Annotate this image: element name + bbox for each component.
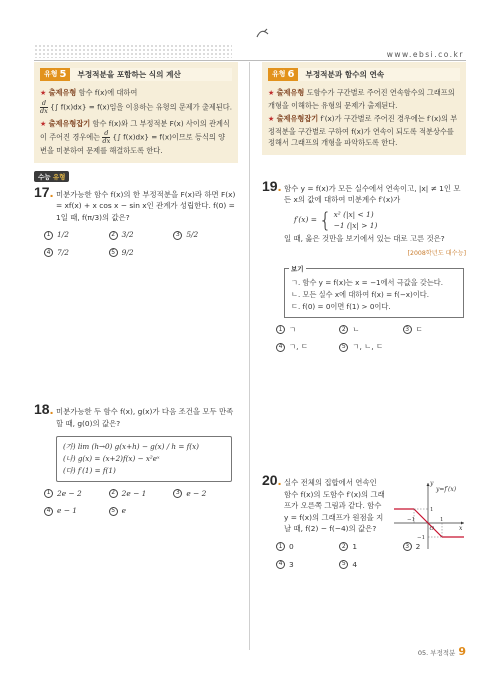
tick-minus-1-y: −1	[417, 535, 426, 542]
choice-5[interactable]: 5 9/2	[109, 247, 174, 259]
derivative-fraction: $\frac{d}{dx}$	[102, 129, 111, 145]
tick-1-y: 1	[430, 507, 434, 514]
piecewise-definition: f′(x) = { x² (|x| < 1) −1 (|x| > 1)	[294, 207, 378, 232]
star-icon: ★	[268, 89, 275, 97]
condition-box	[56, 436, 232, 482]
problem-number: 19.	[262, 177, 282, 194]
condition-a: (가) lim (h→0) g(x+h) − g(x) / h = f(x)	[63, 441, 199, 451]
y-axis-label: y	[430, 480, 434, 488]
tick-minus-1-x: −1	[407, 517, 416, 524]
condition-c: (다) f′(1) = f(1)	[63, 465, 116, 475]
problem-19	[262, 177, 466, 354]
problem-question: 일 때, 옳은 것만을 보기에서 있는 대로 고른 것은?	[284, 233, 445, 243]
derivative-fraction: $\frac{d}{dx}$	[40, 98, 48, 115]
problem-source: [2008학년도 대수능]	[407, 250, 466, 258]
problem-number: 20.	[262, 472, 282, 489]
star-icon: ★	[40, 119, 47, 128]
problem-18	[34, 401, 238, 516]
choice-1[interactable]: 1 2e − 2	[44, 488, 109, 500]
answer-choices	[34, 488, 238, 517]
problem-number: 17.	[34, 183, 54, 200]
left-column	[34, 62, 238, 517]
choice-2[interactable]: 2 1	[339, 541, 402, 553]
choice-1[interactable]: 1 0	[276, 541, 339, 553]
choice-4[interactable]: 4 ㄱ, ㄷ	[276, 341, 339, 353]
column-divider	[249, 62, 250, 650]
brace-icon: {	[318, 207, 332, 232]
problem-text: 미분가능한 함수 f(x)의 한 부정적분을 F(x)라 하면 F(x) = xf(x) + x cos x − sin x인 관계가 성립한다. f(0) = 1일 때, f(π/3)의 값은?	[56, 189, 236, 222]
type6-header	[268, 67, 460, 81]
problem-number: 18.	[34, 401, 54, 418]
header-rule	[34, 60, 466, 61]
choice-3[interactable]: 3 2	[403, 541, 466, 553]
problem-text: 함수 y = f(x)가 모든 실수에서 연속이고, |x| ≠ 1인 모든 x의 값에 대하여 미분계수 f′(x)가	[284, 183, 461, 205]
star-icon: ★	[40, 89, 47, 97]
choice-4[interactable]: 4 7/2	[44, 247, 109, 259]
tick-1-x: 1	[440, 517, 444, 524]
problem-17	[34, 183, 238, 259]
type5-box	[34, 62, 238, 163]
answer-choices	[34, 229, 238, 258]
choice-3[interactable]: 3 e − 2	[173, 488, 238, 500]
type6-bullet-2: ★ 출제유형잡기 f′(x)가 구간별로 주어진 경우에는 f′(x)의 부정적분을 구간별로 구하여 f(x)가 연속이 되도록 적분상수를 정해서 그래프의 개형을 파악하도록 한다.	[268, 114, 458, 147]
problem-text: 실수 전체의 집합에서 연속인 함수 f(x)의 도함수 f′(x)의 그래프가 오른쪽 그림과 같다. 함수 y = f(x)의 그래프가 원점을 지날 때, f(2) − f(−4)의 값은?	[284, 478, 385, 534]
choice-2[interactable]: 2 2e − 1	[109, 488, 174, 500]
site-url: www.ebsi.co.kr	[386, 50, 464, 59]
answer-choices	[262, 324, 466, 353]
graph-label: y=f′(x)	[436, 486, 457, 494]
choice-2[interactable]: 2 ㄴ	[339, 324, 402, 336]
choice-4[interactable]: 4 3	[276, 559, 339, 571]
type5-bullet-1: ★ 출제유형 함수 f(x)에 대하여 $\frac{d}{dx}$ {∫ f(x)dx} = f(x)임을 이용하는 유형의 문제가 출제된다.	[40, 88, 233, 115]
type6-box	[262, 62, 466, 155]
x-axis-label: x	[459, 525, 463, 533]
choice-2[interactable]: 2 3/2	[109, 229, 174, 241]
bogi-item-3: ㄷ. f(0) = 0이면 f(1) > 0이다.	[291, 301, 391, 311]
condition-b: (나) g(x) = (x+2)f(x) − x²eˣ	[63, 453, 160, 463]
choice-4[interactable]: 4 e − 1	[44, 505, 109, 517]
type5-header	[40, 67, 232, 81]
origin-label: O	[429, 526, 435, 533]
type5-title: 부정적분을 포함하는 식의 계산	[70, 68, 233, 81]
problem-20	[262, 472, 466, 570]
type6-tag: 유형 6	[268, 68, 298, 81]
choice-1[interactable]: 1 1/2	[44, 229, 109, 241]
type5-bullet-2: ★ 출제유형잡기 함수 f(x)와 그 부정적분 F(x) 사이의 관계식이 주어진 경우에는 $\frac{d}{dx}$ {∫ f(x)dx} = f(x)이므로 등식의 양변을 미분하여 문제를 해결하도록 한다.	[40, 118, 230, 155]
derivative-graph	[392, 479, 466, 551]
type6-title: 부정적분과 함수의 연속	[298, 68, 461, 81]
choice-5[interactable]: 5 ㄱ, ㄴ, ㄷ	[339, 341, 402, 353]
bogi-title: 보기	[291, 264, 304, 273]
bogi-box	[284, 264, 464, 318]
type5-tag: 유형 5	[40, 68, 70, 81]
choice-5[interactable]: 5 4	[339, 559, 402, 571]
choice-3[interactable]: 3 5/2	[173, 229, 238, 241]
type6-bullet-1: ★ 출제유형 도함수가 구간별로 주어진 연속함수의 그래프의 개형을 이해하는 유형의 문제가 출제된다.	[268, 88, 455, 110]
star-icon: ★	[268, 115, 275, 123]
suneung-tag: 수능 유형	[34, 171, 69, 182]
right-column	[262, 62, 466, 570]
choice-3[interactable]: 3 ㄷ	[403, 324, 466, 336]
bogi-item-2: ㄴ. 모든 실수 x에 대하여 f(x) = f(−x)이다.	[291, 289, 430, 299]
problem-text: 미분가능한 두 함수 f(x), g(x)가 다음 조건을 모두 만족할 때, g(0)의 값은?	[56, 407, 234, 429]
ebs-logo-icon	[255, 28, 271, 40]
bogi-item-1: ㄱ. 함수 y = f(x)는 x = −1에서 극값을 갖는다.	[291, 277, 443, 287]
choice-5[interactable]: 5 e	[109, 505, 174, 517]
header-dot-band	[34, 44, 232, 58]
choice-1[interactable]: 1 ㄱ	[276, 324, 339, 336]
page-number: 9	[458, 645, 466, 658]
page-footer: 05. 부정적분 9	[417, 645, 466, 658]
